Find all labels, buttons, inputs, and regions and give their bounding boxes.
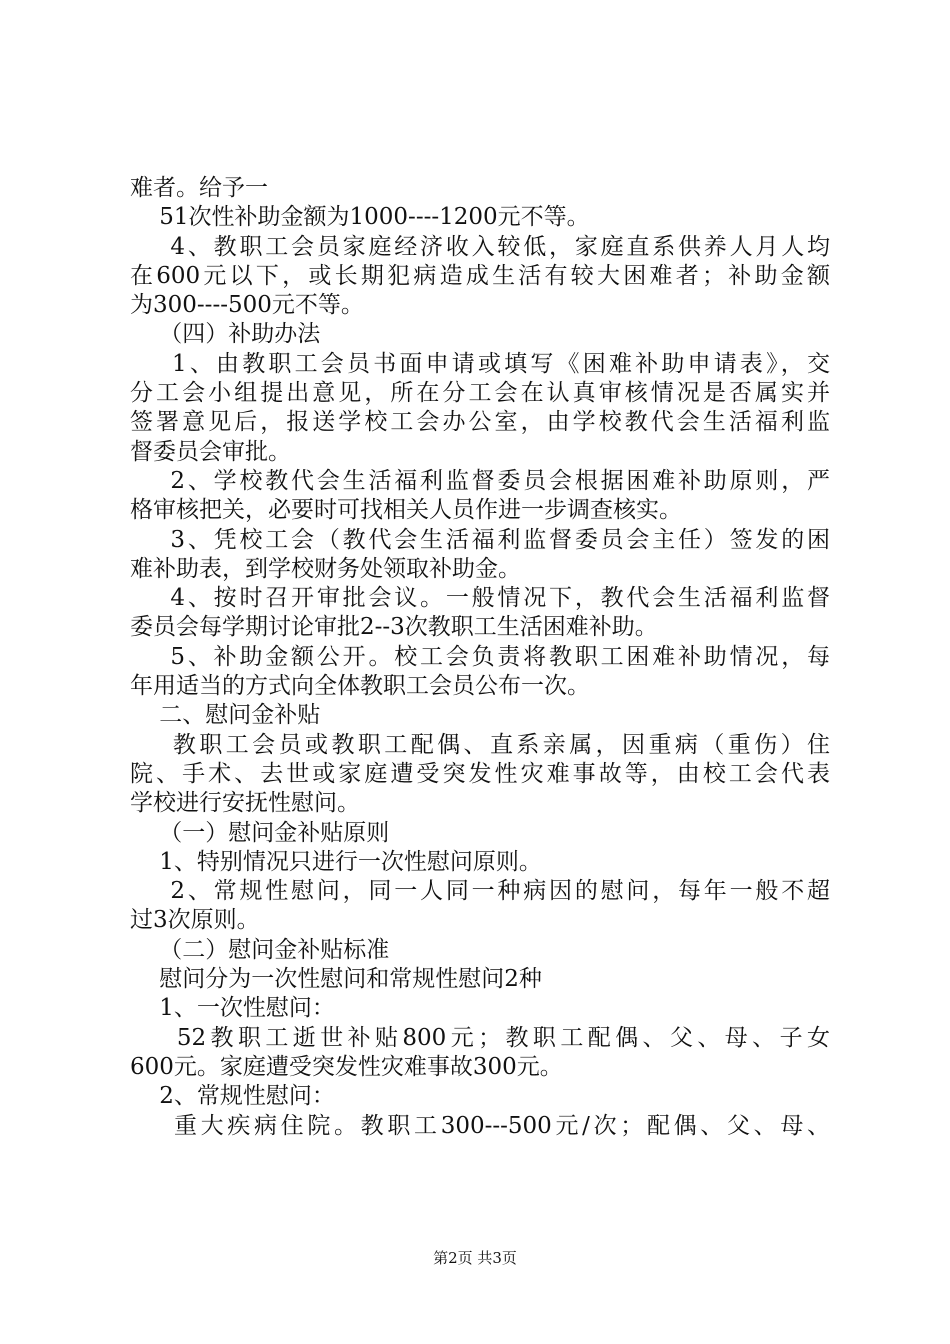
text-line: 600元。家庭遭受突发性灾难事故300元。	[130, 1053, 563, 1080]
text-line: 51次性补助金额为1000----1200元不等。	[130, 204, 590, 231]
text-line: 难者。给予一	[130, 175, 268, 201]
text-line: 学校进行安抚性慰问。	[130, 790, 360, 817]
text-line: 慰问分为一次性慰问和常规性慰问2种	[130, 966, 542, 993]
document-body	[130, 174, 830, 1141]
text-line: 2、常规性慰问，同一人同一种病因的慰问，每年一般不超	[130, 878, 830, 905]
text-line: 1、由教职工会员书面申请或填写《困难补助申请表》，交	[130, 350, 830, 377]
text-line: 4、按时召开审批会议。一般情况下，教代会生活福利监督	[130, 585, 830, 612]
text-line: （四）补助办法	[130, 321, 321, 348]
text-line: 签署意见后，报送学校工会办公室，由学校教代会生活福利监	[130, 409, 830, 436]
text-line: 2、常规性慰问：	[130, 1083, 335, 1110]
text-line: 过3次原则。	[130, 907, 260, 934]
text-line: 分工会小组提出意见，所在分工会在认真审核情况是否属实并	[130, 380, 830, 407]
text-line: 1、一次性慰问：	[130, 995, 335, 1022]
text-line: （二）慰问金补贴标准	[130, 936, 390, 963]
text-line: 1、特别情况只进行一次性慰问原则。	[130, 848, 542, 875]
text-line: 52教职工逝世补贴800元；教职工配偶、父、母、子女	[130, 1024, 830, 1051]
text-line: 为300----500元不等。	[130, 292, 364, 319]
text-line: 难补助表，到学校财务处领取补助金。	[130, 555, 521, 582]
text-line: 4、教职工会员家庭经济收入较低，家庭直系供养人月人均	[130, 233, 830, 260]
text-line: 院、手术、去世或家庭遭受突发性灾难事故等，由校工会代表	[130, 760, 830, 787]
text-line: 年用适当的方式向全体教职工会员公布一次。	[130, 673, 590, 700]
text-line: 委员会每学期讨论审批2--3次教职工生活困难补助。	[130, 614, 658, 641]
text-line: 重大疾病住院。教职工300---500元/次；配偶、父、母、	[130, 1112, 830, 1139]
text-line: 二、慰问金补贴	[130, 702, 321, 729]
text-line: 督委员会审批。	[130, 438, 291, 465]
text-line: 在600元以下，或长期犯病造成生活有较大困难者；补助金额	[130, 262, 830, 289]
text-line: 3、凭校工会（教代会生活福利监督委员会主任）签发的困	[130, 526, 830, 553]
page-footer: 第2页 共3页	[433, 1249, 517, 1267]
text-line: 教职工会员或教职工配偶、直系亲属，因重病（重伤）住	[130, 731, 830, 758]
text-line: （一）慰问金补贴原则	[130, 819, 390, 846]
text-line: 5、补助金额公开。校工会负责将教职工困难补助情况，每	[130, 643, 830, 670]
text-line: 格审核把关，必要时可找相关人员作进一步调查核实。	[130, 497, 682, 524]
text-line: 2、学校教代会生活福利监督委员会根据困难补助原则，严	[130, 467, 830, 494]
